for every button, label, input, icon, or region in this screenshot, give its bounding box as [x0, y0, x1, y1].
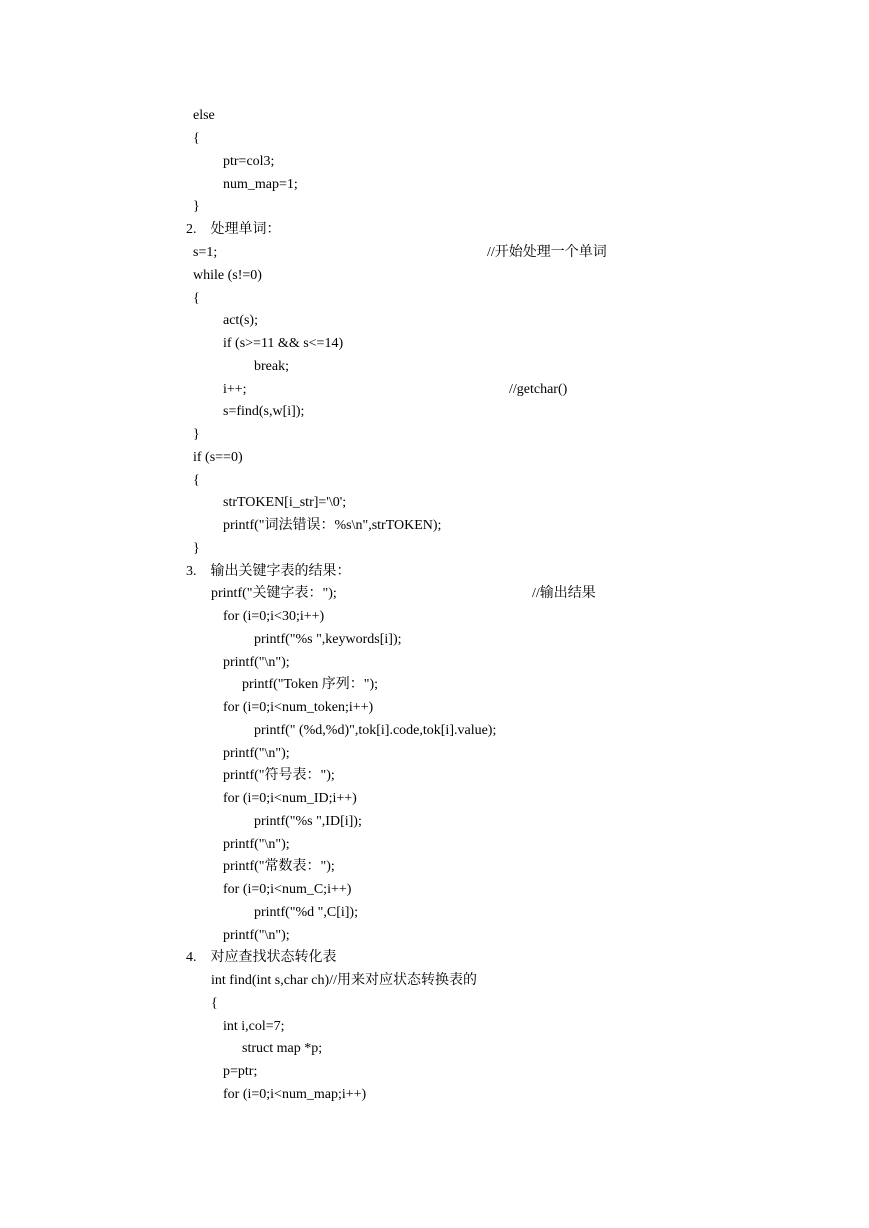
code-line: }: [193, 199, 200, 214]
code-line: for (i=0;i<num_ID;i++): [223, 791, 357, 806]
code-line: printf("常数表：");: [223, 859, 335, 874]
code-line: p=ptr;: [223, 1064, 258, 1079]
code-line: for (i=0;i<num_map;i++): [223, 1087, 367, 1102]
code-line: }: [193, 541, 200, 556]
code-line: printf("%s ",keywords[i]);: [254, 632, 402, 647]
code-line: for (i=0;i<30;i++): [223, 609, 325, 624]
code-line: printf("\n");: [223, 928, 290, 943]
code-line: printf("\n");: [223, 655, 290, 670]
section-heading: 3. 输出关键字表的结果：: [186, 564, 351, 579]
code-line: i++;: [223, 382, 247, 397]
code-line: printf("%s ",ID[i]);: [254, 814, 362, 829]
code-line: printf("\n");: [223, 837, 290, 852]
code-line: s=find(s,w[i]);: [223, 404, 305, 419]
code-line: act(s);: [223, 313, 258, 328]
code-line: printf("%d ",C[i]);: [254, 905, 358, 920]
code-line: while (s!=0): [193, 268, 262, 283]
code-line: {: [193, 473, 200, 488]
code-line: printf("词法错误：%s\n",strTOKEN);: [223, 518, 442, 533]
code-line: printf("\n");: [223, 746, 290, 761]
code-line: if (s==0): [193, 450, 243, 465]
code-line: break;: [254, 359, 289, 374]
code-line: for (i=0;i<num_C;i++): [223, 882, 352, 897]
code-comment: //输出结果: [532, 586, 596, 601]
code-comment: //开始处理一个单词: [487, 245, 607, 260]
code-line: ptr=col3;: [223, 154, 275, 169]
code-line: printf("Token 序列：");: [242, 677, 379, 692]
code-comment: //getchar(): [509, 382, 568, 397]
section-heading: 4. 对应查找状态转化表: [186, 950, 337, 965]
code-line: struct map *p;: [242, 1041, 323, 1056]
code-line: {: [193, 131, 200, 146]
code-line: else: [193, 108, 215, 123]
code-line: printf("关键字表：");: [211, 586, 337, 601]
code-line: strTOKEN[i_str]='\0';: [223, 495, 347, 510]
code-line: int i,col=7;: [223, 1019, 285, 1034]
code-line: printf("符号表：");: [223, 768, 335, 783]
code-line: {: [193, 291, 200, 306]
code-line: num_map=1;: [223, 177, 298, 192]
code-line: if (s>=11 && s<=14): [223, 336, 344, 351]
code-line: }: [193, 427, 200, 442]
section-heading: 2. 处理单词：: [186, 222, 281, 237]
code-line: int find(int s,char ch)//用来对应状态转换表的: [211, 973, 477, 988]
code-line: printf(" (%d,%d)",tok[i].code,tok[i].value);: [254, 723, 497, 738]
code-line: for (i=0;i<num_token;i++): [223, 700, 374, 715]
code-line: s=1;: [193, 245, 218, 260]
code-line: {: [211, 996, 218, 1011]
